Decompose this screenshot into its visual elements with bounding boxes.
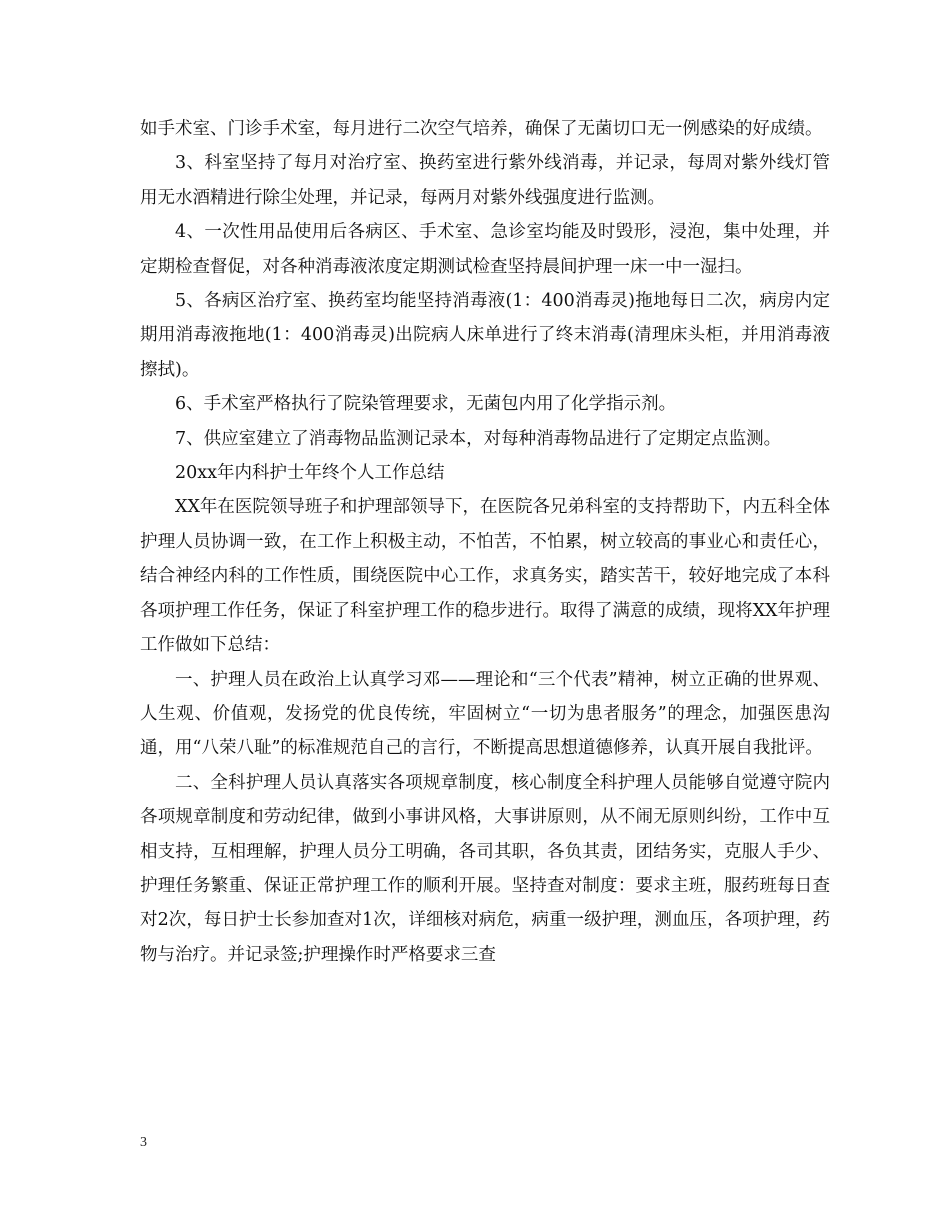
- paragraph-intro: XX年在医院领导班子和护理部领导下，在医院各兄弟科室的支持帮助下，内五科全体护理人员协调一致，在工作上积极主动，不怕苦，不怕累，树立较高的事业心和责任心，结合神经内科的工作性质，围绕医院中心工作，求真务实，踏实苦干，较好地完成了本科各项护理工作任务，保证了科室护理工作的稳步进行。取得了满意的成绩，现将XX年护理工作做如下总结：: [140, 497, 830, 656]
- paragraph-item-7: 7、供应室建立了消毒物品监测记录本，对每种消毒物品进行了定期定点监测。: [175, 428, 782, 449]
- paragraph-section-two: 二、全科护理人员认真落实各项规章制度，核心制度全科护理人员能够自觉遵守院内各项规章制度和劳动纪律，做到小事讲风格，大事讲原则，从不闹无原则纠纷，工作中互相支持，互相理解，护理人员分工明确，各司其职，各负其责，团结务实，克服人手少、护理任务繁重、保证正常护理工作的顺利开展。坚持查对制度：要求主班，服药班每日查对2次，每日护士长参加查对1次，详细核对病危，病重一级护理，测血压，各项护理，药物与治疗。并记录签;护理操作时严格要求三查: [140, 772, 830, 965]
- document-body: [140, 112, 830, 972]
- section-heading: 20xx年内科护士年终个人工作总结: [175, 463, 445, 484]
- paragraph-item-4: 4、一次性用品使用后各病区、手术室、急诊室均能及时毁形，浸泡，集中处理，并定期检查督促，对各种消毒液浓度定期测试检查坚持晨间护理一床一中一湿扫。: [140, 222, 830, 277]
- paragraph-item-6: 6、手术室严格执行了院染管理要求，无菌包内用了化学指示剂。: [175, 394, 677, 415]
- paragraph-item-5: 5、各病区治疗室、换药室均能坚持消毒液(1：400消毒灵)拖地每日二次，病房内定期用消毒液拖地(1：400消毒灵)出院病人床单进行了终末消毒(清理床头柜，并用消毒液擦拭)。: [140, 291, 830, 380]
- page-number: 3: [140, 1135, 147, 1150]
- paragraph-section-one: 一、护理人员在政治上认真学习邓——理论和“三个代表”精神，树立正确的世界观、人生观、价值观，发扬党的优良传统，牢固树立“一切为患者服务”的理念，加强医患沟通，用“八荣八耻”的标准规范自己的言行，不断提高思想道德修养，认真开展自我批评。: [140, 669, 830, 759]
- paragraph-continuation: 如手术室、门诊手术室，每月进行二次空气培养，确保了无菌切口无一例感染的好成绩。: [140, 119, 823, 139]
- paragraph-item-3: 3、科室坚持了每月对治疗室、换药室进行紫外线消毒，并记录，每周对紫外线灯管用无水酒精进行除尘处理，并记录，每两月对紫外线强度进行监测。: [140, 153, 830, 208]
